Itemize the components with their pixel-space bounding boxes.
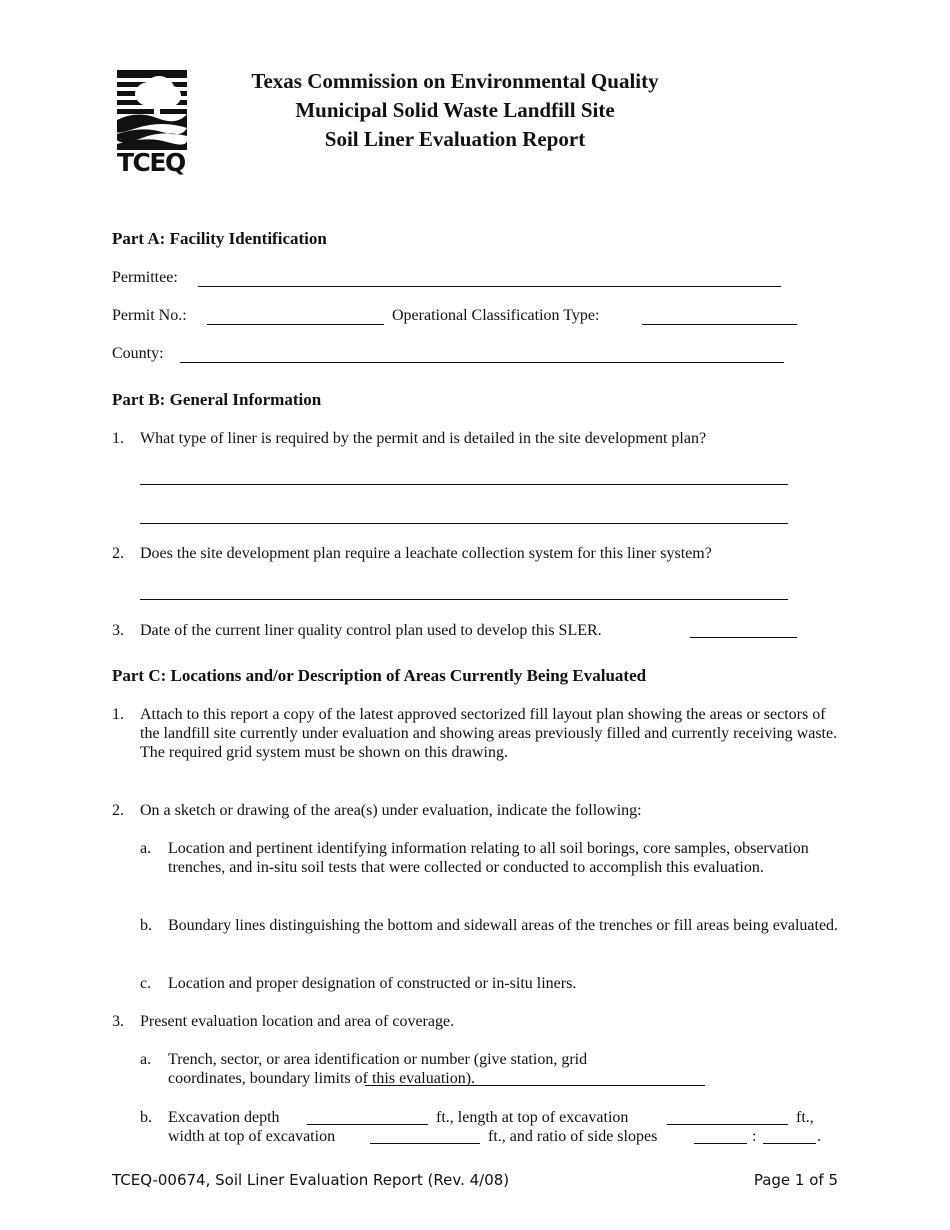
part-a-heading: Part A: Facility Identification (112, 229, 327, 248)
slope-ratio-field-1[interactable] (694, 1143, 747, 1144)
tceq-logo-text: TCEQ (117, 148, 185, 177)
c3a-answer-field[interactable] (365, 1085, 705, 1086)
c3b-period: . (817, 1128, 821, 1145)
excavation-depth-field[interactable] (307, 1124, 428, 1125)
c3a-text-content: Trench, sector, or area identification or number (give station, grid coordinates, boundary limits of this evaluation). (168, 1051, 588, 1087)
q2-text: Does the site development plan require a leachate collection system for this liner system? (140, 545, 712, 562)
q1-answer-line-2[interactable] (140, 523, 788, 524)
c3a-text (168, 1050, 598, 1088)
q2-answer-line[interactable] (140, 599, 788, 600)
permittee-label: Permittee: (112, 269, 178, 286)
q1-text: What type of liner is required by the permit and is detailed in the site development plan? (140, 430, 707, 447)
title-line-3: Soil Liner Evaluation Report (324, 127, 586, 151)
slope-ratio-field-2[interactable] (763, 1143, 816, 1144)
c2c-letter: c. (140, 975, 152, 992)
c3-text: Present evaluation location and area of coverage. (140, 1013, 455, 1030)
excavation-width-field[interactable] (370, 1143, 480, 1144)
c2a-letter: a. (140, 840, 152, 857)
permittee-field[interactable] (198, 286, 781, 287)
excavation-length-field[interactable] (667, 1124, 788, 1125)
q1-number: 1. (112, 430, 124, 447)
county-label: County: (112, 345, 164, 362)
part-b-heading: Part B: General Information (112, 390, 322, 409)
q3-number: 3. (112, 622, 124, 639)
c3-number: 3. (112, 1013, 124, 1030)
q3-text: Date of the current liner quality control plan used to develop this SLER. (140, 622, 602, 639)
page-title (0, 67, 950, 154)
c2a-text: Location and pertinent identifying information relating to all soil borings, core samples, observation trenches, and in-situ soil tests that were collected or conducted to accomplish this evaluation. (168, 840, 809, 876)
permit-no-label: Permit No.: (112, 307, 187, 324)
c3b-length-label: ft., length at top of excavation (436, 1109, 629, 1126)
c2-number: 2. (112, 802, 124, 819)
c3b-slope-label: ft., and ratio of side slopes (488, 1128, 658, 1145)
c3b-letter: b. (140, 1109, 152, 1126)
footer-form-id: TCEQ-00674, Soil Liner Evaluation Report (Rev. 4/08) (112, 1171, 510, 1189)
op-class-field[interactable] (642, 324, 797, 325)
title-line-1: Texas Commission on Environmental Quality (251, 69, 659, 93)
c1-text: Attach to this report a copy of the latest approved sectorized fill layout plan showing the areas or sectors of the landfill site currently under evaluation and showing areas previously filled and currently receiving waste. The required grid system must be shown on this drawing. (140, 706, 838, 761)
title-line-2: Municipal Solid Waste Landfill Site (295, 98, 615, 122)
c2-text: On a sketch or drawing of the area(s) under evaluation, indicate the following: (140, 802, 642, 819)
c2c-text: Location and proper designation of constructed or in-situ liners. (168, 975, 577, 992)
county-field[interactable] (180, 362, 784, 363)
op-class-label: Operational Classification Type: (392, 307, 600, 324)
c3b-excavation-depth-label: Excavation depth (168, 1109, 280, 1126)
c3b-ft-unit: ft., (796, 1109, 814, 1126)
c2b-text: Boundary lines distinguishing the bottom and sidewall areas of the trenches or fill areas being evaluated. (168, 917, 839, 934)
q2-number: 2. (112, 545, 124, 562)
c3a-letter: a. (140, 1051, 152, 1068)
q1-answer-line-1[interactable] (140, 484, 788, 485)
q3-date-field[interactable] (690, 637, 797, 638)
c3b-colon: : (752, 1128, 757, 1145)
part-c-heading: Part C: Locations and/or Description of Areas Currently Being Evaluated (112, 666, 647, 685)
footer-page-number: Page 1 of 5 (753, 1171, 838, 1189)
c1-number: 1. (112, 706, 124, 723)
c2b-letter: b. (140, 917, 152, 934)
permit-no-field[interactable] (207, 324, 384, 325)
c3b-width-label: width at top of excavation (168, 1128, 336, 1145)
